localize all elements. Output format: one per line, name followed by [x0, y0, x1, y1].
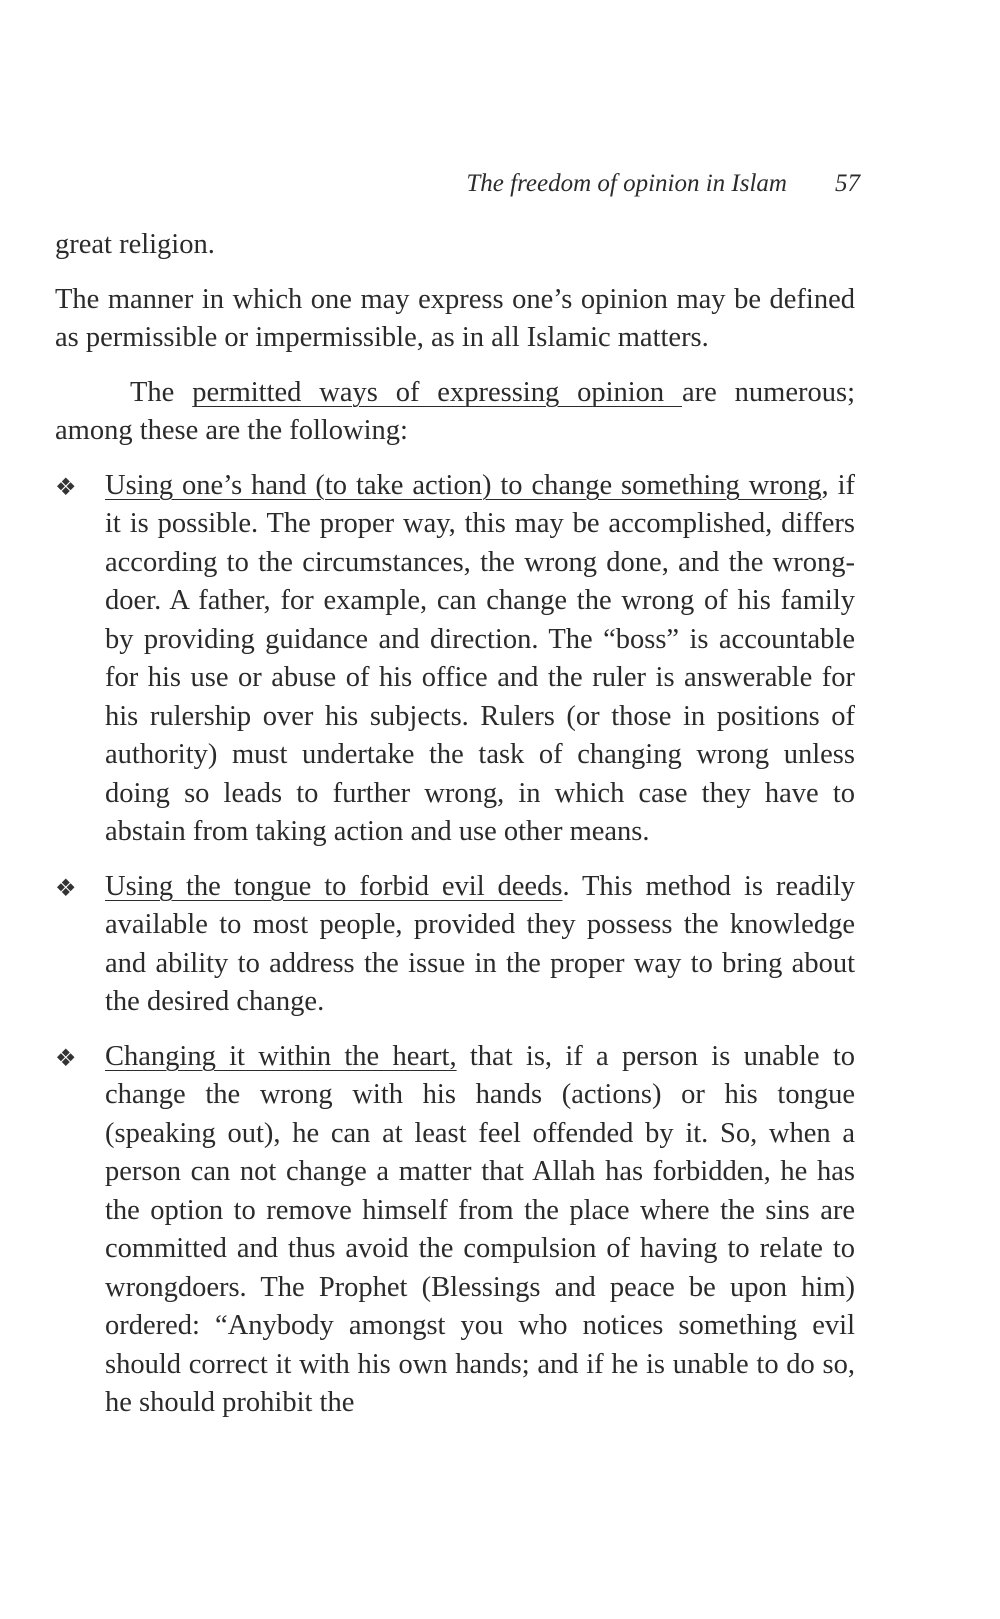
bullet-rest: , if it is possible. The proper way, this may be accomplished, differs according to the circumstances, the wrong done, and the wrong-doer. A father, for example, can change the wrong of his family by providing guidance and direction. The “boss” is accountable for his use or abuse of his office and the ruler is answerable for his rulership over his subjects. Rulers (or those in positions of authority) must undertake the task of changing wrong unless doing so leads to further wrong, in which case they have to abstain from taking action and use other means. [105, 469, 855, 847]
paragraph-3-end: are numerous; among these are the following: [55, 376, 856, 446]
bullet-diamond-icon: ❖ [55, 875, 77, 902]
bullet-text [105, 868, 855, 1022]
bullet-text [105, 1038, 855, 1423]
bullet-diamond-icon: ❖ [55, 1045, 77, 1072]
running-head [420, 170, 860, 198]
bullet-text [105, 467, 855, 852]
page-number: 57 [835, 170, 860, 197]
paragraph-3 [55, 374, 855, 451]
bullet-item-heart [55, 1038, 855, 1423]
bullet-underlined: Using the tongue to forbid evil deeds [105, 870, 563, 902]
bullet-item-tongue [55, 868, 855, 1022]
chapter-title: The freedom of opinion in Islam [466, 170, 787, 197]
bullet-rest: that is, if a person is unable to change the wrong with his hands (actions) or his tongue (speaking out), he can at least feel offended by it. So, when a person can not change a matter that Allah has forbidden, he has the option to remove himself from the place where the sins are committed and thus avoid the compulsion of having to relate to wrongdoers. The Prophet (Blessings and peace be upon him) ordered: “Anybody amongst you who notices something evil should correct it with his own hands; and if he is unable to do so, he should prohibit the [105, 1040, 856, 1418]
bullet-underlined: Changing it within the heart, [105, 1040, 457, 1072]
page-body [55, 226, 855, 1439]
paragraph-1: great religion. [55, 229, 215, 260]
bullet-rest: . This method is readily available to most people, provided they possess the knowledge and ability to address the issue in the proper way to bring about the desired change. [105, 870, 856, 1017]
paragraph-2: The manner in which one may express one’s opinion may be defined as permissible or impermissible, as in all Islamic matters. [55, 283, 855, 353]
paragraph-3-start: The [130, 376, 193, 408]
bullet-diamond-icon: ❖ [55, 474, 77, 501]
paragraph-3-underlined: permitted ways of expressing opinion [192, 376, 683, 408]
bullet-underlined: Using one’s hand (to take action) to change something wrong [105, 469, 822, 501]
bullet-item-hand [55, 467, 855, 852]
